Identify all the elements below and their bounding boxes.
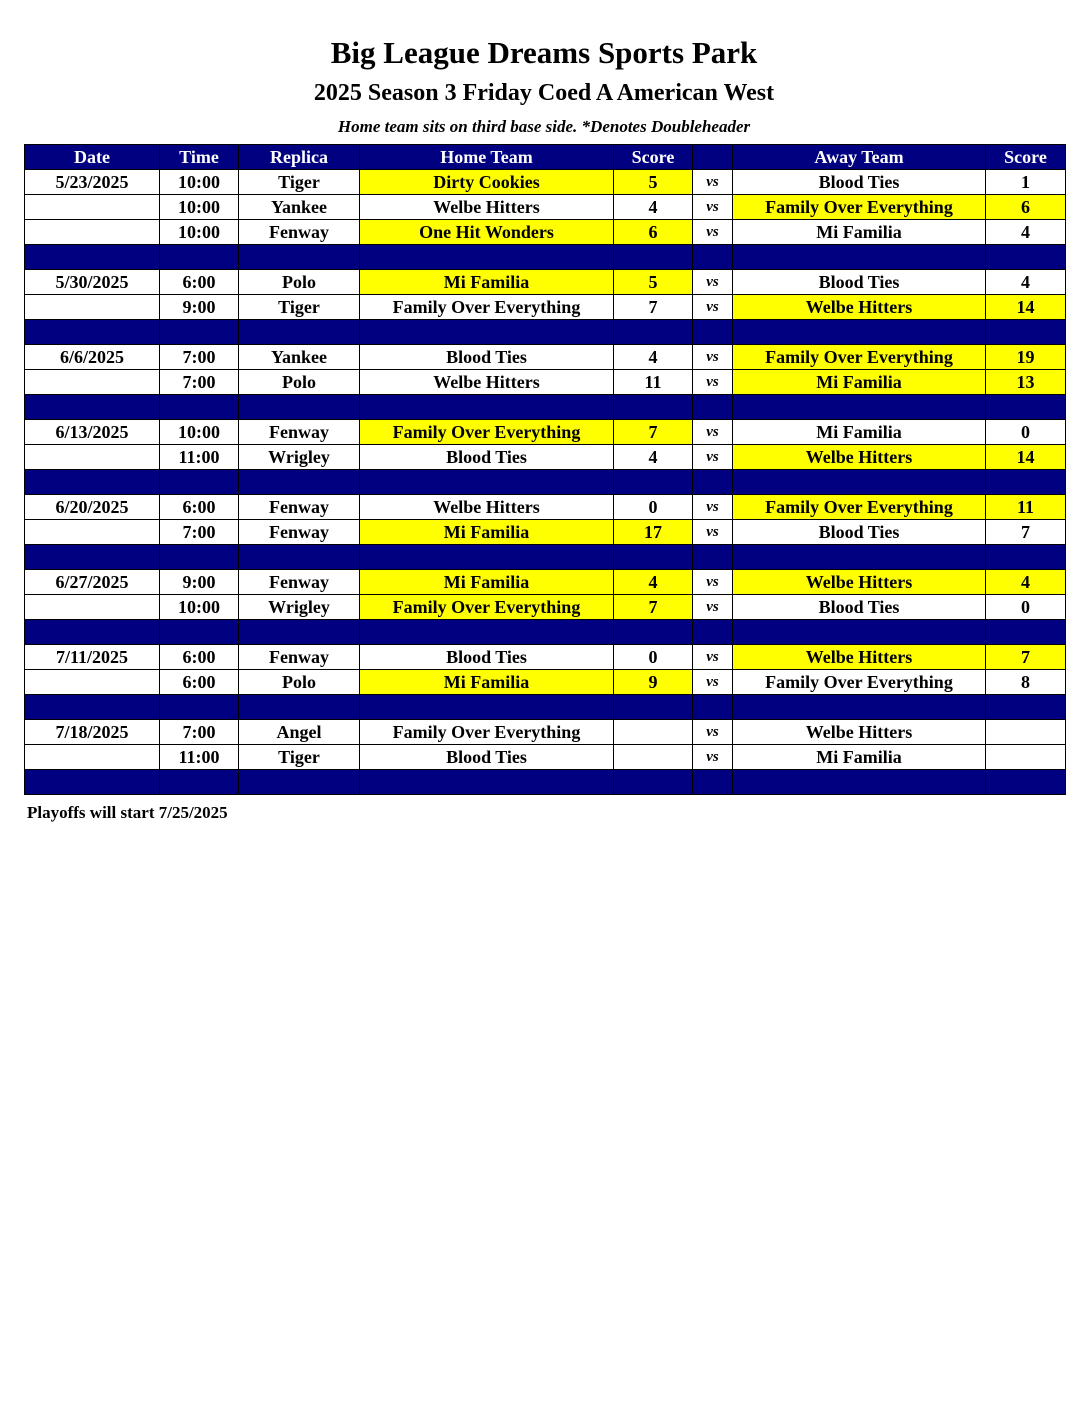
home-team-cell: Mi Familia bbox=[360, 570, 614, 595]
away-score-cell: 11 bbox=[986, 495, 1066, 520]
date-cell: 6/20/2025 bbox=[25, 495, 160, 520]
replica-cell: Fenway bbox=[239, 220, 360, 245]
separator-cell bbox=[25, 620, 160, 645]
separator-cell bbox=[986, 320, 1066, 345]
separator-cell bbox=[360, 245, 614, 270]
home-score-cell: 17 bbox=[614, 520, 693, 545]
separator-cell bbox=[25, 245, 160, 270]
schedule-body bbox=[25, 170, 1066, 795]
date-cell: 7/11/2025 bbox=[25, 645, 160, 670]
time-cell: 10:00 bbox=[160, 170, 239, 195]
separator-cell bbox=[25, 320, 160, 345]
separator-cell bbox=[733, 395, 986, 420]
separator-cell bbox=[733, 695, 986, 720]
separator-row bbox=[25, 320, 1066, 345]
separator-cell bbox=[360, 395, 614, 420]
away-team-cell: Mi Familia bbox=[733, 745, 986, 770]
separator-cell bbox=[360, 320, 614, 345]
date-cell: 6/6/2025 bbox=[25, 345, 160, 370]
separator-cell bbox=[614, 545, 693, 570]
away-score-cell: 1 bbox=[986, 170, 1066, 195]
away-team-cell: Welbe Hitters bbox=[733, 445, 986, 470]
separator-cell bbox=[693, 695, 733, 720]
separator-cell bbox=[693, 620, 733, 645]
separator-cell bbox=[160, 620, 239, 645]
away-score-cell: 4 bbox=[986, 270, 1066, 295]
away-team-cell: Family Over Everything bbox=[733, 345, 986, 370]
replica-cell: Fenway bbox=[239, 420, 360, 445]
separator-cell bbox=[614, 470, 693, 495]
replica-cell: Polo bbox=[239, 370, 360, 395]
vs-cell: vs bbox=[693, 270, 733, 295]
separator-cell bbox=[160, 770, 239, 795]
away-team-cell: Welbe Hitters bbox=[733, 645, 986, 670]
date-cell bbox=[25, 295, 160, 320]
time-cell: 9:00 bbox=[160, 570, 239, 595]
separator-row bbox=[25, 395, 1066, 420]
vs-cell: vs bbox=[693, 295, 733, 320]
separator-cell bbox=[986, 395, 1066, 420]
separator-cell bbox=[614, 770, 693, 795]
home-team-cell: Welbe Hitters bbox=[360, 370, 614, 395]
page-subtitle: 2025 Season 3 Friday Coed A American West bbox=[313, 80, 775, 106]
home-score-cell bbox=[614, 745, 693, 770]
separator-cell bbox=[986, 620, 1066, 645]
game-row bbox=[25, 270, 1066, 295]
replica-cell: Fenway bbox=[239, 495, 360, 520]
time-cell: 7:00 bbox=[160, 345, 239, 370]
away-team-cell: Welbe Hitters bbox=[733, 720, 986, 745]
schedule-note: Home team sits on third base side. *Denotes Doubleheader bbox=[337, 117, 751, 136]
schedule-table bbox=[24, 144, 1066, 795]
vs-cell: vs bbox=[693, 195, 733, 220]
separator-cell bbox=[986, 245, 1066, 270]
game-row bbox=[25, 195, 1066, 220]
separator-cell bbox=[160, 245, 239, 270]
column-header-replica: Replica bbox=[239, 145, 360, 170]
date-cell: 7/18/2025 bbox=[25, 720, 160, 745]
away-team-cell: Mi Familia bbox=[733, 220, 986, 245]
game-row bbox=[25, 670, 1066, 695]
time-cell: 10:00 bbox=[160, 595, 239, 620]
game-row bbox=[25, 420, 1066, 445]
time-cell: 10:00 bbox=[160, 195, 239, 220]
game-row bbox=[25, 595, 1066, 620]
separator-cell bbox=[239, 395, 360, 420]
away-score-cell: 7 bbox=[986, 645, 1066, 670]
home-score-cell: 5 bbox=[614, 270, 693, 295]
home-score-cell: 7 bbox=[614, 595, 693, 620]
separator-cell bbox=[733, 245, 986, 270]
home-score-cell: 7 bbox=[614, 420, 693, 445]
home-team-cell: Family Over Everything bbox=[360, 595, 614, 620]
vs-cell: vs bbox=[693, 570, 733, 595]
vs-cell: vs bbox=[693, 420, 733, 445]
separator-cell bbox=[25, 695, 160, 720]
separator-cell bbox=[986, 470, 1066, 495]
column-header-away-team: Away Team bbox=[733, 145, 986, 170]
game-row bbox=[25, 220, 1066, 245]
date-cell bbox=[25, 220, 160, 245]
away-score-cell: 4 bbox=[986, 220, 1066, 245]
separator-cell bbox=[160, 395, 239, 420]
column-header-away-score: Score bbox=[986, 145, 1066, 170]
time-cell: 6:00 bbox=[160, 270, 239, 295]
time-cell: 7:00 bbox=[160, 520, 239, 545]
vs-cell: vs bbox=[693, 495, 733, 520]
home-score-cell: 9 bbox=[614, 670, 693, 695]
separator-cell bbox=[986, 545, 1066, 570]
home-team-cell: Mi Familia bbox=[360, 670, 614, 695]
column-header-date: Date bbox=[25, 145, 160, 170]
vs-cell: vs bbox=[693, 670, 733, 695]
separator-row bbox=[25, 470, 1066, 495]
away-team-cell: Family Over Everything bbox=[733, 195, 986, 220]
home-team-cell: Blood Ties bbox=[360, 345, 614, 370]
separator-cell bbox=[239, 545, 360, 570]
separator-cell bbox=[693, 395, 733, 420]
game-row bbox=[25, 370, 1066, 395]
game-row bbox=[25, 345, 1066, 370]
playoffs-note: Playoffs will start 7/25/2025 bbox=[27, 803, 228, 822]
separator-cell bbox=[693, 545, 733, 570]
separator-cell bbox=[360, 470, 614, 495]
date-cell bbox=[25, 745, 160, 770]
separator-cell bbox=[160, 320, 239, 345]
replica-cell: Wrigley bbox=[239, 445, 360, 470]
date-cell bbox=[25, 595, 160, 620]
separator-cell bbox=[160, 695, 239, 720]
separator-cell bbox=[360, 620, 614, 645]
game-row bbox=[25, 645, 1066, 670]
home-team-cell: Blood Ties bbox=[360, 745, 614, 770]
vs-cell: vs bbox=[693, 720, 733, 745]
time-cell: 7:00 bbox=[160, 370, 239, 395]
separator-cell bbox=[239, 320, 360, 345]
vs-cell: vs bbox=[693, 345, 733, 370]
separator-cell bbox=[239, 470, 360, 495]
away-team-cell: Blood Ties bbox=[733, 270, 986, 295]
time-cell: 6:00 bbox=[160, 670, 239, 695]
separator-cell bbox=[733, 620, 986, 645]
home-score-cell: 11 bbox=[614, 370, 693, 395]
game-row bbox=[25, 445, 1066, 470]
separator-cell bbox=[360, 545, 614, 570]
vs-cell: vs bbox=[693, 445, 733, 470]
home-team-cell: Mi Familia bbox=[360, 270, 614, 295]
time-cell: 7:00 bbox=[160, 720, 239, 745]
separator-cell bbox=[239, 620, 360, 645]
separator-cell bbox=[693, 770, 733, 795]
game-row bbox=[25, 720, 1066, 745]
game-row bbox=[25, 170, 1066, 195]
replica-cell: Polo bbox=[239, 670, 360, 695]
home-team-cell: Welbe Hitters bbox=[360, 495, 614, 520]
replica-cell: Polo bbox=[239, 270, 360, 295]
date-cell bbox=[25, 195, 160, 220]
column-header-time: Time bbox=[160, 145, 239, 170]
home-team-cell: Mi Familia bbox=[360, 520, 614, 545]
home-team-cell: Blood Ties bbox=[360, 445, 614, 470]
home-score-cell: 0 bbox=[614, 495, 693, 520]
date-cell: 5/23/2025 bbox=[25, 170, 160, 195]
away-team-cell: Mi Familia bbox=[733, 370, 986, 395]
away-team-cell: Blood Ties bbox=[733, 520, 986, 545]
separator-cell bbox=[160, 470, 239, 495]
away-score-cell: 14 bbox=[986, 295, 1066, 320]
away-team-cell: Family Over Everything bbox=[733, 495, 986, 520]
home-score-cell: 6 bbox=[614, 220, 693, 245]
away-score-cell: 13 bbox=[986, 370, 1066, 395]
column-header-home-team: Home Team bbox=[360, 145, 614, 170]
away-score-cell bbox=[986, 720, 1066, 745]
away-team-cell: Mi Familia bbox=[733, 420, 986, 445]
away-team-cell: Welbe Hitters bbox=[733, 570, 986, 595]
vs-cell: vs bbox=[693, 645, 733, 670]
vs-cell: vs bbox=[693, 220, 733, 245]
game-row bbox=[25, 495, 1066, 520]
date-cell: 6/13/2025 bbox=[25, 420, 160, 445]
replica-cell: Yankee bbox=[239, 195, 360, 220]
replica-cell: Tiger bbox=[239, 745, 360, 770]
date-cell: 5/30/2025 bbox=[25, 270, 160, 295]
vs-cell: vs bbox=[693, 170, 733, 195]
game-row bbox=[25, 570, 1066, 595]
separator-cell bbox=[239, 770, 360, 795]
replica-cell: Fenway bbox=[239, 645, 360, 670]
home-score-cell: 4 bbox=[614, 570, 693, 595]
separator-cell bbox=[160, 545, 239, 570]
separator-cell bbox=[614, 320, 693, 345]
away-team-cell: Welbe Hitters bbox=[733, 295, 986, 320]
replica-cell: Fenway bbox=[239, 570, 360, 595]
away-team-cell: Family Over Everything bbox=[733, 670, 986, 695]
separator-cell bbox=[986, 770, 1066, 795]
date-cell bbox=[25, 370, 160, 395]
separator-cell bbox=[733, 770, 986, 795]
separator-cell bbox=[239, 245, 360, 270]
separator-row bbox=[25, 620, 1066, 645]
separator-cell bbox=[733, 470, 986, 495]
vs-cell: vs bbox=[693, 520, 733, 545]
time-cell: 6:00 bbox=[160, 495, 239, 520]
separator-cell bbox=[614, 245, 693, 270]
replica-cell: Angel bbox=[239, 720, 360, 745]
date-cell bbox=[25, 670, 160, 695]
date-cell bbox=[25, 520, 160, 545]
time-cell: 11:00 bbox=[160, 445, 239, 470]
time-cell: 10:00 bbox=[160, 420, 239, 445]
time-cell: 6:00 bbox=[160, 645, 239, 670]
separator-row bbox=[25, 245, 1066, 270]
away-score-cell: 8 bbox=[986, 670, 1066, 695]
separator-cell bbox=[733, 320, 986, 345]
separator-cell bbox=[614, 620, 693, 645]
away-score-cell: 19 bbox=[986, 345, 1066, 370]
away-score-cell bbox=[986, 745, 1066, 770]
separator-cell bbox=[693, 245, 733, 270]
game-row bbox=[25, 745, 1066, 770]
page-title: Big League Dreams Sports Park bbox=[330, 35, 758, 70]
date-cell: 6/27/2025 bbox=[25, 570, 160, 595]
time-cell: 10:00 bbox=[160, 220, 239, 245]
replica-cell: Yankee bbox=[239, 345, 360, 370]
separator-row bbox=[25, 545, 1066, 570]
replica-cell: Fenway bbox=[239, 520, 360, 545]
away-score-cell: 14 bbox=[986, 445, 1066, 470]
separator-cell bbox=[360, 695, 614, 720]
game-row bbox=[25, 295, 1066, 320]
column-header-home-score: Score bbox=[614, 145, 693, 170]
away-team-cell: Blood Ties bbox=[733, 170, 986, 195]
home-score-cell: 4 bbox=[614, 195, 693, 220]
home-score-cell: 4 bbox=[614, 345, 693, 370]
home-score-cell: 0 bbox=[614, 645, 693, 670]
separator-row bbox=[25, 770, 1066, 795]
home-score-cell: 5 bbox=[614, 170, 693, 195]
time-cell: 9:00 bbox=[160, 295, 239, 320]
away-score-cell: 0 bbox=[986, 595, 1066, 620]
separator-cell bbox=[693, 470, 733, 495]
away-score-cell: 7 bbox=[986, 520, 1066, 545]
home-team-cell: Blood Ties bbox=[360, 645, 614, 670]
game-row bbox=[25, 520, 1066, 545]
column-header-vs bbox=[693, 145, 733, 170]
replica-cell: Tiger bbox=[239, 295, 360, 320]
home-team-cell: One Hit Wonders bbox=[360, 220, 614, 245]
separator-cell bbox=[614, 395, 693, 420]
separator-cell bbox=[614, 695, 693, 720]
home-team-cell: Family Over Everything bbox=[360, 420, 614, 445]
separator-cell bbox=[733, 545, 986, 570]
separator-cell bbox=[360, 770, 614, 795]
separator-cell bbox=[25, 770, 160, 795]
separator-cell bbox=[25, 395, 160, 420]
away-team-cell: Blood Ties bbox=[733, 595, 986, 620]
home-score-cell: 4 bbox=[614, 445, 693, 470]
header-row bbox=[25, 145, 1066, 170]
vs-cell: vs bbox=[693, 595, 733, 620]
vs-cell: vs bbox=[693, 370, 733, 395]
replica-cell: Wrigley bbox=[239, 595, 360, 620]
separator-cell bbox=[25, 470, 160, 495]
home-team-cell: Family Over Everything bbox=[360, 295, 614, 320]
away-score-cell: 6 bbox=[986, 195, 1066, 220]
home-score-cell: 7 bbox=[614, 295, 693, 320]
separator-cell bbox=[986, 695, 1066, 720]
separator-cell bbox=[239, 695, 360, 720]
separator-cell bbox=[693, 320, 733, 345]
vs-cell: vs bbox=[693, 745, 733, 770]
away-score-cell: 0 bbox=[986, 420, 1066, 445]
home-score-cell bbox=[614, 720, 693, 745]
home-team-cell: Dirty Cookies bbox=[360, 170, 614, 195]
home-team-cell: Welbe Hitters bbox=[360, 195, 614, 220]
separator-row bbox=[25, 695, 1066, 720]
home-team-cell: Family Over Everything bbox=[360, 720, 614, 745]
away-score-cell: 4 bbox=[986, 570, 1066, 595]
separator-cell bbox=[25, 545, 160, 570]
date-cell bbox=[25, 445, 160, 470]
replica-cell: Tiger bbox=[239, 170, 360, 195]
time-cell: 11:00 bbox=[160, 745, 239, 770]
